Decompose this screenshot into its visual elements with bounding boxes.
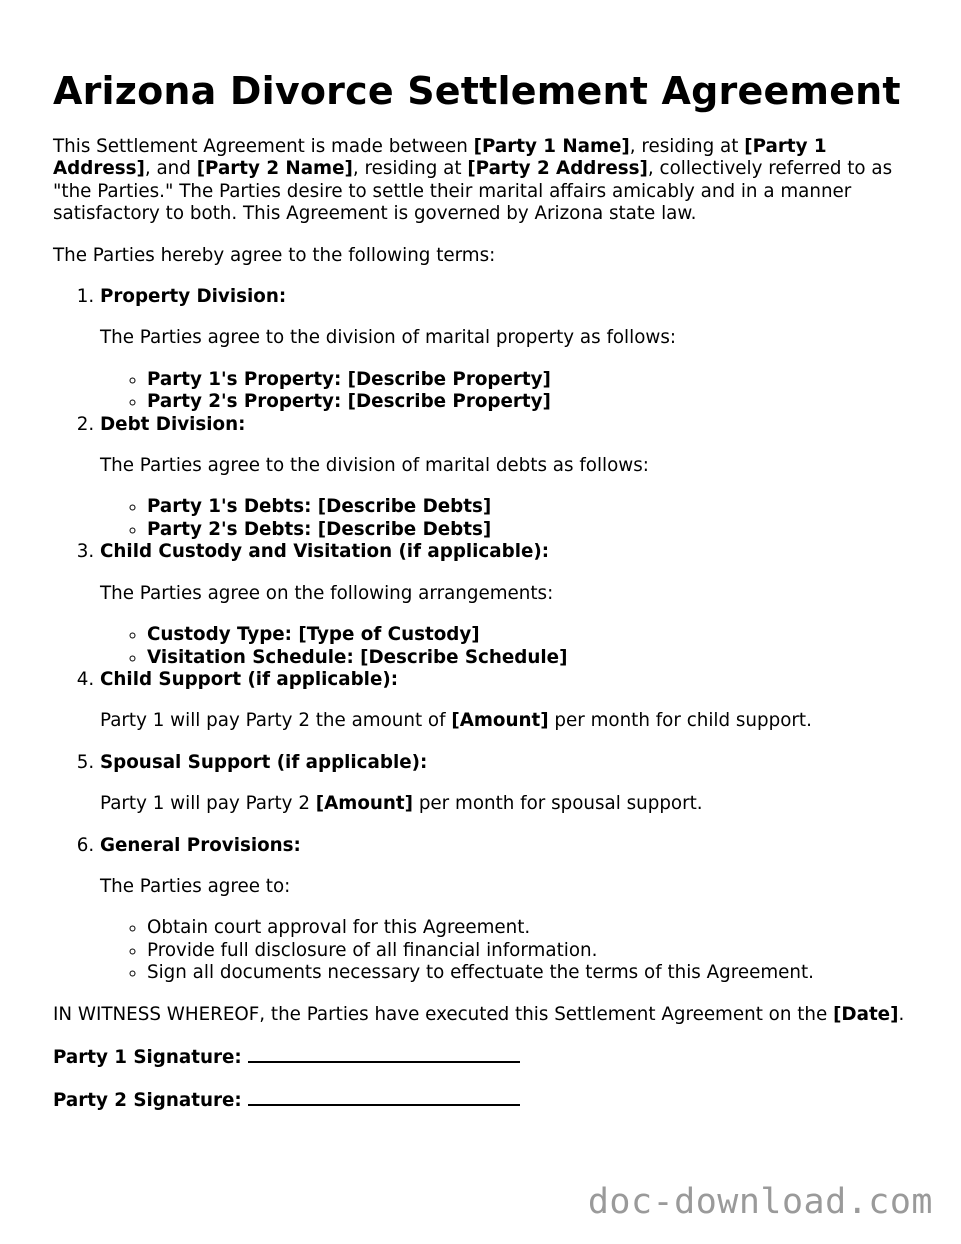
date-field: [Date] bbox=[833, 1003, 899, 1025]
party2-name-field: [Party 2 Name] bbox=[196, 158, 353, 180]
intro-paragraph: This Settlement Agreement is made between [Party 1 Name], residing at [Party 1 Address], and [Party 2 Name], residing at [Party 2 Address], collectively referred to as "the Parties." The Parties desire to settle their marital affairs amicably and in a manner satisfactory to both. This Agreement is governed by Arizona state law. bbox=[53, 136, 893, 225]
section-debt-division bbox=[100, 414, 913, 542]
signature-line[interactable] bbox=[248, 1045, 520, 1063]
section-spousal-support bbox=[100, 752, 913, 835]
list-item: ◦ Party 2's Debts: [Describe Debts] bbox=[147, 519, 913, 541]
list-item: ◦ Sign all documents necessary to effectuate the terms of this Agreement. bbox=[147, 962, 913, 984]
section-text: Party 1 will pay Party 2 the amount of [Amount] per month for child support. bbox=[100, 710, 812, 732]
amount-field: [Amount] bbox=[315, 793, 414, 815]
terms-list bbox=[53, 286, 913, 985]
document-title: Arizona Divorce Settlement Agreement bbox=[53, 69, 901, 113]
list-item: ◦ Party 1's Property: [Describe Property] bbox=[147, 369, 913, 391]
section-property-division bbox=[100, 286, 913, 414]
section-heading: Property Division: bbox=[100, 286, 287, 308]
item-list bbox=[100, 496, 913, 541]
item-list bbox=[100, 369, 913, 414]
amount-field: [Amount] bbox=[451, 710, 549, 732]
section-text: The Parties agree to the division of marital property as follows: bbox=[100, 327, 677, 349]
party2-signature bbox=[53, 1088, 913, 1112]
section-text: Party 1 will pay Party 2 [Amount] per month for spousal support. bbox=[100, 793, 703, 815]
list-item: ◦ Party 1's Debts: [Describe Debts] bbox=[147, 496, 913, 518]
section-general-provisions bbox=[100, 835, 913, 985]
section-heading: Child Support (if applicable): bbox=[100, 668, 399, 690]
list-item: ◦ Obtain court approval for this Agreement. bbox=[147, 917, 913, 939]
list-item: ◦ Provide full disclosure of all financial information. bbox=[147, 940, 913, 962]
party1-name-field: [Party 1 Name] bbox=[473, 136, 630, 157]
signature-line[interactable] bbox=[248, 1088, 520, 1106]
terms-lead: The Parties hereby agree to the following terms: bbox=[53, 244, 496, 266]
section-heading: Debt Division: bbox=[100, 413, 246, 435]
section-heading: Child Custody and Visitation (if applicable): bbox=[100, 541, 550, 563]
section-text: The Parties agree on the following arrangements: bbox=[100, 582, 554, 604]
item-list bbox=[100, 624, 913, 669]
witness-clause: IN WITNESS WHEREOF, the Parties have executed this Settlement Agreement on the [Date]. bbox=[53, 1003, 905, 1025]
party1-signature bbox=[53, 1045, 913, 1069]
watermark: doc-download.com bbox=[587, 1182, 933, 1222]
section-text: The Parties agree to the division of marital debts as follows: bbox=[100, 455, 649, 477]
item-list bbox=[100, 917, 913, 984]
section-heading: Spousal Support (if applicable): bbox=[100, 751, 428, 773]
section-heading: General Provisions: bbox=[100, 834, 301, 856]
section-child-custody bbox=[100, 541, 913, 669]
section-text: The Parties agree to: bbox=[100, 875, 291, 897]
signature-label: Party 2 Signature: bbox=[53, 1090, 242, 1112]
document-page bbox=[53, 0, 913, 1113]
section-child-support bbox=[100, 669, 913, 752]
list-item: ◦ Custody Type: [Type of Custody] bbox=[147, 624, 913, 646]
list-item: ◦ Party 2's Property: [Describe Property] bbox=[147, 391, 913, 413]
party1-address-field: [Party 1 Address] bbox=[53, 136, 827, 180]
list-item: ◦ Visitation Schedule: [Describe Schedule] bbox=[147, 647, 913, 669]
party2-address-field: [Party 2 Address] bbox=[467, 158, 648, 180]
signature-label: Party 1 Signature: bbox=[53, 1046, 242, 1068]
